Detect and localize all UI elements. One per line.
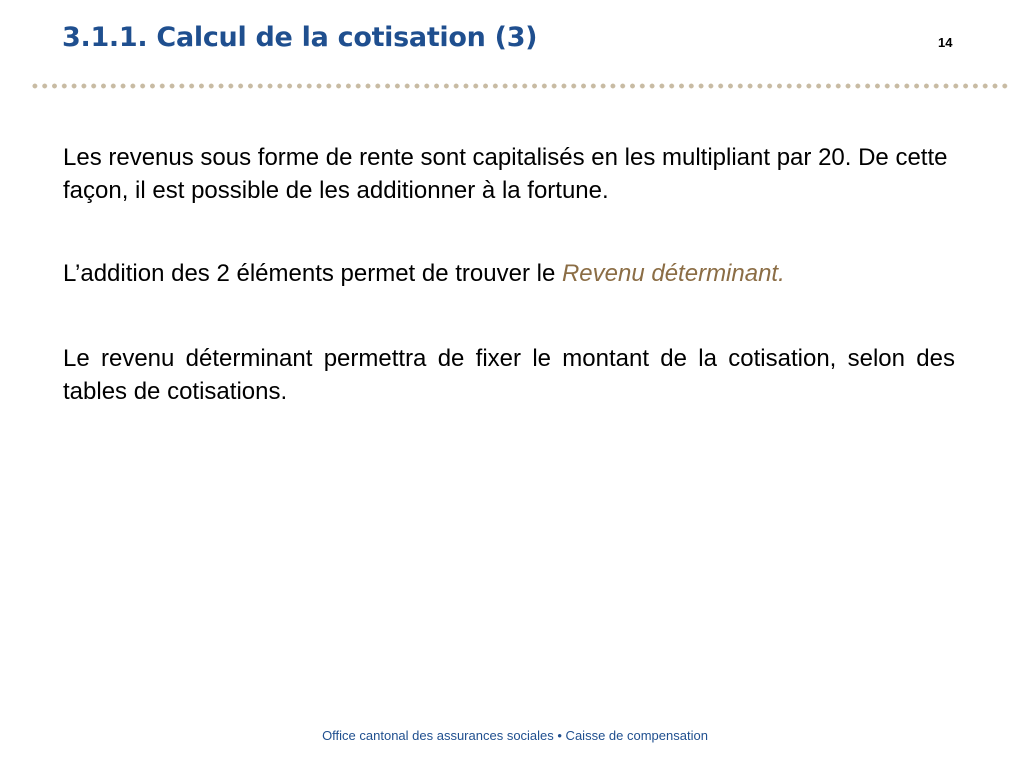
paragraph-montant-cotisation: Le revenu déterminant permettra de fixer le montant de la cotisation, selon des tables de cotisations. bbox=[63, 345, 955, 405]
paragraph-addition-period: . bbox=[778, 260, 785, 287]
paragraph-addition-elements bbox=[63, 257, 955, 290]
footer-organization: Office cantonal des assurances sociales • Caisse de compensation bbox=[322, 728, 708, 743]
page-number: 14 bbox=[938, 35, 953, 50]
slide-content bbox=[63, 141, 955, 408]
slide-title: 3.1.1. Calcul de la cotisation (3) bbox=[62, 22, 538, 53]
paragraph-addition-text: L’addition des 2 éléments permet de trouver le bbox=[63, 260, 562, 287]
paragraph-rente-capitalisation: Les revenus sous forme de rente sont capitalisés en les multipliant par 20. De cette façon, il est possible de les additionner à la fortune. bbox=[63, 144, 948, 204]
dotted-divider bbox=[30, 82, 1010, 90]
revenu-determinant-highlight: Revenu déterminant bbox=[561, 260, 779, 287]
